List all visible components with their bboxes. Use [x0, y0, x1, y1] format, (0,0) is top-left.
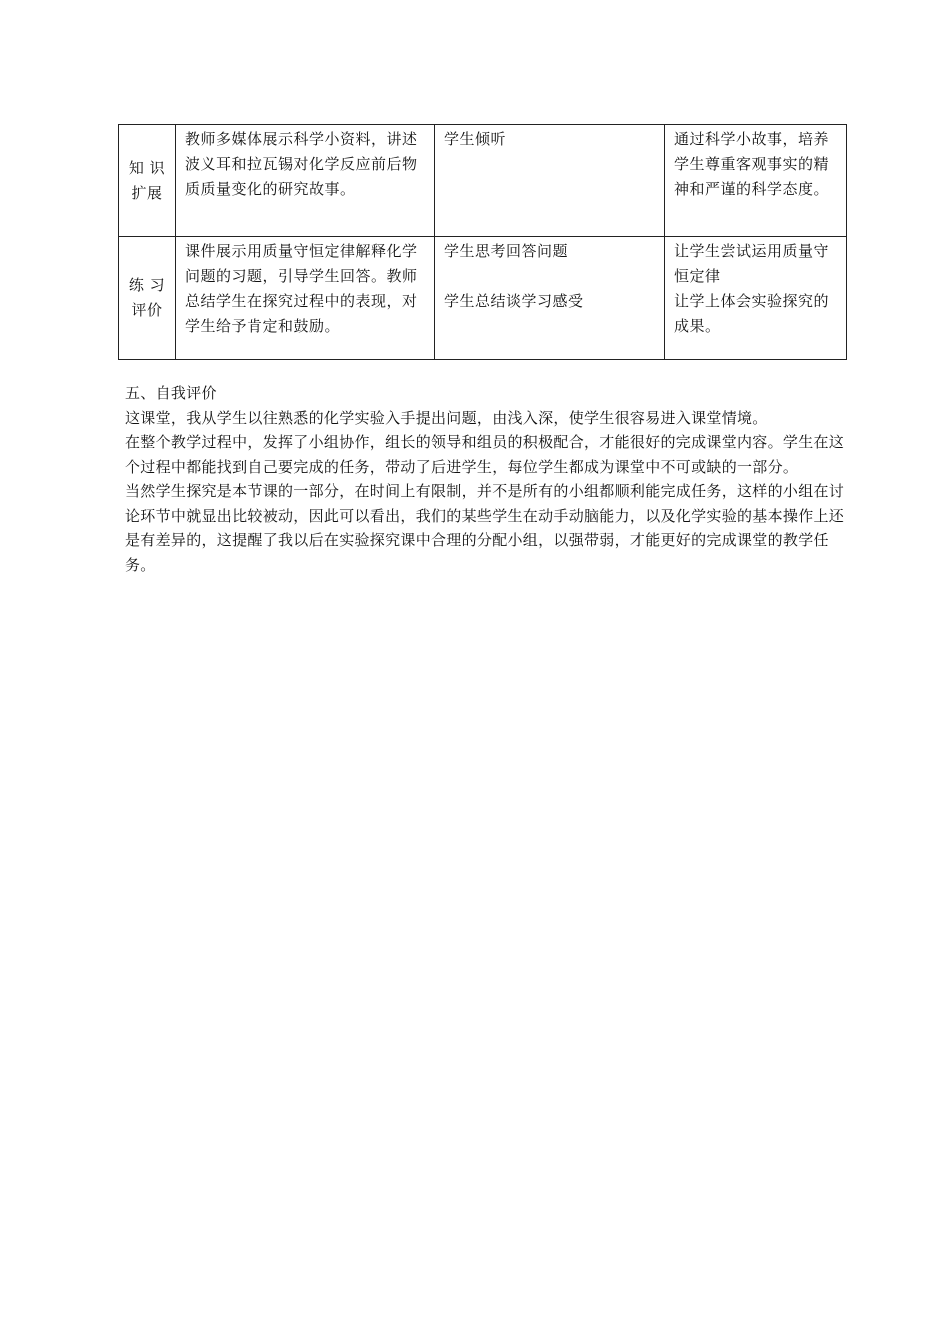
paragraph: 在整个教学过程中，发挥了小组协作，组长的领导和组员的积极配合，才能很好的完成课堂内容。学生在这个过程中都能找到自己要完成的任务，带动了后进学生，每位学生都成为课堂中不可或缺的一部分。 [125, 433, 845, 476]
teacher-activity-cell [176, 125, 435, 237]
teacher-activity-text: 教师总结学生在探究过程中的表现，对学生给予肯定和鼓励。 [185, 267, 418, 335]
student-activity-text: 学生思考回答问题 [444, 242, 569, 260]
table-row [119, 125, 847, 237]
lesson-plan-table [118, 124, 847, 360]
design-purpose-cell [665, 237, 847, 360]
teacher-activity-cell [176, 237, 435, 360]
paragraph: 这课堂，我从学生以往熟悉的化学实验入手提出问题，由浅入深，使学生很容易进入课堂情境。 [125, 408, 768, 427]
self-evaluation-section [125, 381, 845, 577]
student-activity-text: 学生倾听 [444, 130, 507, 148]
design-purpose-text: 让学上体会实验探究的成果。 [674, 292, 830, 335]
student-activity-cell [435, 237, 665, 360]
teacher-activity-text: 教师多媒体展示科学小资料，讲述波义耳和拉瓦锡对化学反应前后物质质量变化的研究故事。 [185, 130, 418, 198]
stage-label: 知 识 [128, 158, 166, 177]
paragraph: 当然学生探究是本节课的一部分，在时间上有限制，并不是所有的小组都顺利能完成任务，这样的小组在讨论环节中就显出比较被动，因此可以看出，我们的某些学生在动手动脑能力，以及化学实验的基本操作上还是有差异的，这提醒了我以后在实验探究课中合理的分配小组，以强带弱，才能更好的完成课堂的教学任务。 [125, 482, 845, 574]
table-row [119, 237, 847, 360]
teacher-activity-text: 课件展示用质量守恒定律解释化学问题的习题，引导学生回答。 [185, 242, 418, 285]
stage-label: 练 习 [128, 276, 166, 294]
student-activity-text: 学生总结谈学习感受 [444, 292, 584, 310]
stage-label: 扩展 [131, 183, 163, 202]
design-purpose-cell [665, 125, 847, 237]
student-activity-cell [435, 125, 665, 237]
design-purpose-text: 通过科学小故事，培养学生尊重客观事实的精神和严谨的科学态度。 [674, 130, 830, 198]
design-purpose-text: 让学生尝试运用质量守恒定律 [674, 242, 830, 285]
stage-cell [119, 237, 176, 360]
stage-cell [119, 125, 176, 237]
stage-label: 评价 [131, 301, 163, 319]
section-heading: 五、自我评价 [125, 384, 217, 402]
spacer [444, 264, 656, 289]
